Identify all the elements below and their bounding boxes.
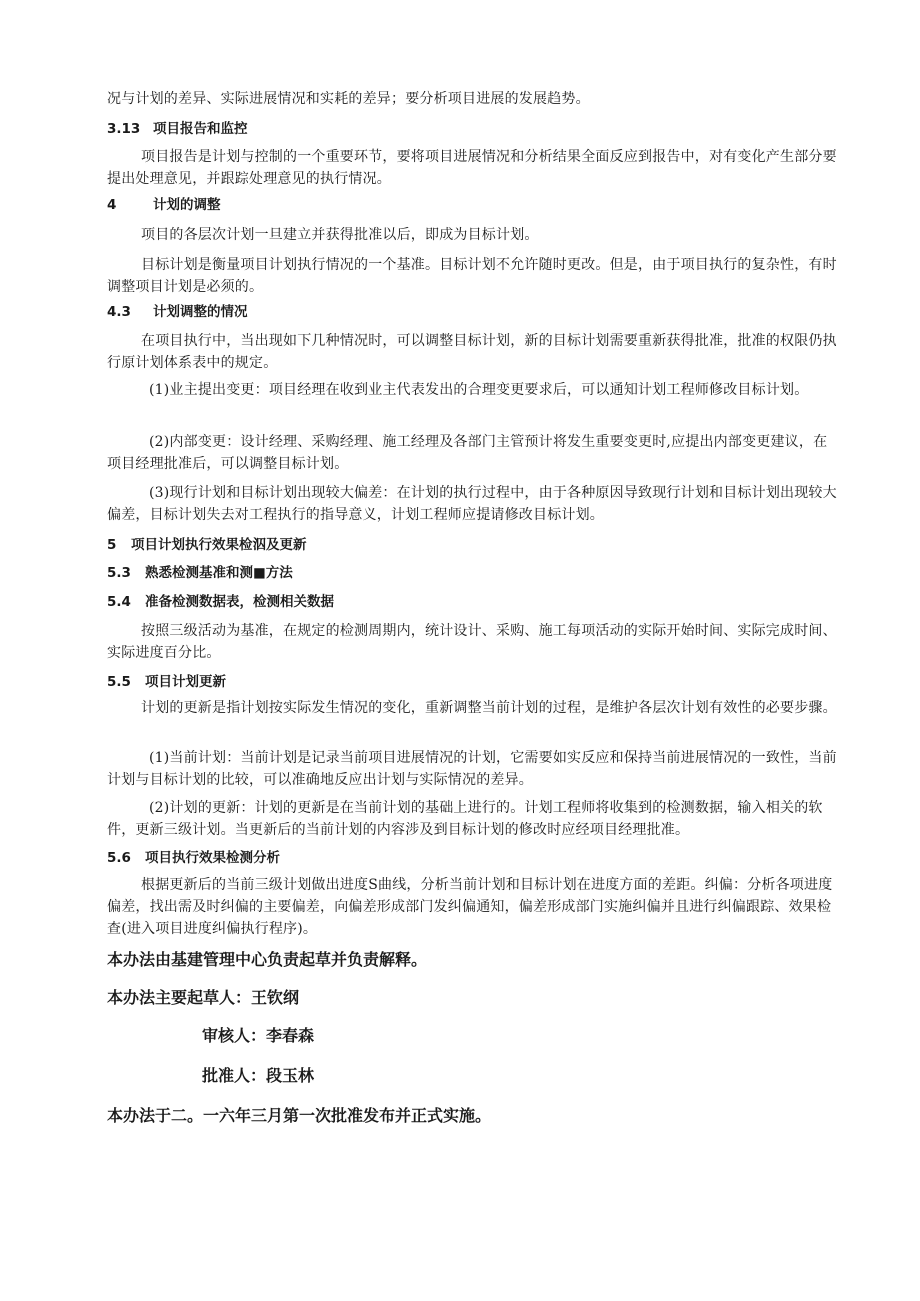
section-number: 5.6 bbox=[107, 850, 131, 866]
reviewer-line: 审核人：李春森 bbox=[202, 1026, 315, 1045]
list-item-text: (3)现行计划和目标计划出现较大偏差：在计划的执行过程中，由于各种原因导致现行计划和目标计划出现较大偏差，目标计划失去对工程执行的指导意义，计划工程师应提请修改目标计划。 bbox=[107, 485, 837, 523]
section-title: 项目计划更新 bbox=[145, 674, 226, 690]
drafter-line: 本办法主要起草人：王钦纲 bbox=[107, 988, 300, 1007]
section-heading-3-13 bbox=[107, 119, 248, 139]
section-number: 5 bbox=[107, 537, 117, 553]
paragraph-5-5 bbox=[107, 697, 837, 719]
list-item-text: (2)计划的更新：计划的更新是在当前计划的基础上进行的。计划工程师将收集到的检测数据，输入相关的软件，更新三级计划。当更新后的当前计划的内容涉及到目标计划的修改时应经项目经理批准。 bbox=[107, 800, 823, 838]
section-title: 熟悉检测基准和测■方法 bbox=[145, 565, 293, 581]
section-heading-5-3 bbox=[107, 563, 293, 583]
paragraph-text: 按照三级活动为基准，在规定的检测周期内，统计设计、采购、施工每项活动的实际开始时间、实际完成时间、实际进度百分比。 bbox=[107, 623, 837, 661]
paragraph-5-4 bbox=[107, 620, 837, 664]
paragraph-text: 项目报告是计划与控制的一个重要环节，要将项目进展情况和分析结果全面反应到报告中，对有变化产生部分要提出处理意见，并跟踪处理意见的执行情况。 bbox=[107, 149, 837, 187]
section-number: 5.5 bbox=[107, 674, 131, 690]
section-heading-4 bbox=[107, 195, 221, 215]
section-heading-5-5 bbox=[107, 672, 226, 692]
paragraph-3-13 bbox=[107, 146, 837, 190]
continued-paragraph-line: 况与计划的差异、实际进展情况和实耗的差异；要分析项目进展的发展趋势。 bbox=[107, 91, 590, 107]
section-title: 项目计划执行效果检泅及更新 bbox=[131, 537, 307, 553]
list-item-5-5-1 bbox=[107, 747, 837, 791]
paragraph-text: 计划的更新是指计划按实际发生情况的变化，重新调整当前计划的过程，是维护各层次计划有效性的必要步骤。 bbox=[141, 700, 837, 716]
paragraph-text: 目标计划是衡量项目计划执行情况的一个基准。目标计划不允许随时更改。但是，由于项目执行的复杂性，有时调整项目计划是必须的。 bbox=[107, 257, 837, 295]
section-heading-5 bbox=[107, 535, 307, 555]
list-item-4-3-2 bbox=[107, 431, 837, 475]
interpretation-statement: 本办法由基建管理中心负责起草并负责解释。 bbox=[107, 950, 428, 969]
approver-line: 批准人：段玉林 bbox=[202, 1066, 315, 1085]
list-item-4-3-3 bbox=[107, 482, 837, 526]
section-title: 计划调整的情况 bbox=[153, 304, 248, 320]
list-item-text: (1)业主提出变更：项目经理在收到业主代表发出的合理变更要求后，可以通知计划工程师修改目标计划。 bbox=[149, 382, 809, 398]
section-title: 项目执行效果检测分析 bbox=[145, 850, 280, 866]
paragraph-4-3 bbox=[107, 330, 837, 374]
list-item-text: (2)内部变更：设计经理、采购经理、施工经理及各部门主管预计将发生重要变更时,应提出内部变更建议，在项目经理批准后，可以调整目标计划。 bbox=[107, 434, 828, 472]
section-heading-4-3 bbox=[107, 302, 248, 322]
section-heading-5-6 bbox=[107, 848, 280, 868]
section-heading-5-4 bbox=[107, 592, 334, 612]
section-number: 4 bbox=[107, 197, 117, 213]
section-number: 4.3 bbox=[107, 304, 131, 320]
section-number: 5.3 bbox=[107, 565, 131, 581]
list-item-5-5-2 bbox=[107, 797, 837, 841]
list-item-4-3-1 bbox=[107, 379, 837, 401]
paragraph-text: 在项目执行中，当出现如下几种情况时，可以调整目标计划，新的目标计划需要重新获得批准，批准的权限仍执行原计划体系表中的规定。 bbox=[107, 333, 837, 371]
paragraph-5-6 bbox=[107, 874, 837, 940]
section-title: 准备检测数据表，检测相关数据 bbox=[145, 594, 334, 610]
list-item-text: (1)当前计划：当前计划是记录当前项目进展情况的计划，它需要如实反应和保持当前进展情况的一致性，当前计划与目标计划的比较，可以准确地反应出计划与实际情况的差异。 bbox=[107, 750, 837, 788]
paragraph-4-2 bbox=[107, 254, 837, 298]
section-number: 3.13 bbox=[107, 121, 141, 137]
release-statement: 本办法于二。一六年三月第一次批准发布并正式实施。 bbox=[107, 1106, 492, 1125]
section-number: 5.4 bbox=[107, 594, 131, 610]
paragraph-4-1 bbox=[107, 224, 837, 246]
paragraph-text: 根据更新后的当前三级计划做出进度S曲线，分析当前计划和目标计划在进度方面的差距。纠偏：分析各项进度偏差，找出需及时纠偏的主要偏差，向偏差形成部门发纠偏通知，偏差形成部门实施纠偏并且进行纠偏跟踪、效果检查(进入项目进度纠偏执行程序)。 bbox=[107, 877, 833, 937]
section-title: 计划的调整 bbox=[153, 197, 221, 213]
paragraph-text: 项目的各层次计划一旦建立并获得批准以后，即成为目标计划。 bbox=[141, 227, 539, 243]
section-title: 项目报告和监控 bbox=[153, 121, 248, 137]
